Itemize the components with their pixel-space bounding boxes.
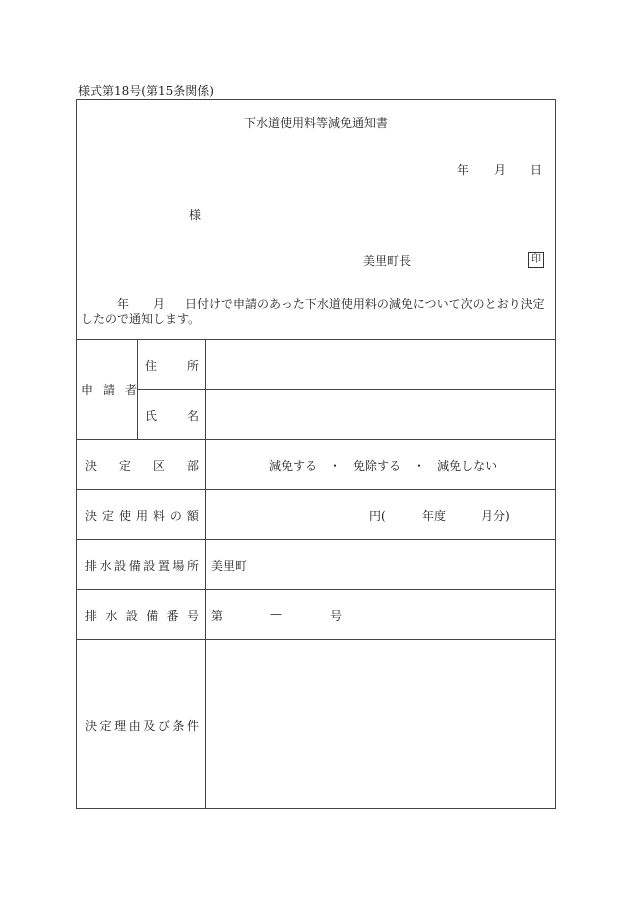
rule-number-top: [77, 589, 555, 590]
drainage-number-prefix: 第: [211, 609, 224, 623]
body-year-label: 年: [117, 297, 130, 311]
fee-fiscal-year-label: 年度: [422, 509, 447, 523]
option-separator: ・: [329, 459, 342, 473]
body-text: 日付けで申請のあった下水道使用料の減免について次のとおり決定したので通知します。: [81, 297, 545, 326]
fee-month-label: 月分): [481, 509, 510, 523]
date-month-label: 月: [494, 163, 507, 177]
drainage-number-dash: —: [270, 607, 282, 621]
notice-body: [81, 297, 551, 327]
address-label: 住 所: [145, 359, 199, 373]
rule-fee-top: [77, 489, 555, 490]
seal-mark: 印: [528, 252, 544, 268]
drainage-number-suffix: 号: [330, 609, 343, 623]
form-number: 様式第18号(第15条関係): [78, 84, 214, 98]
date-day-label: 日: [530, 163, 543, 177]
date-year-label: 年: [457, 163, 470, 177]
form-title: 下水道使用料等減免通知書: [243, 116, 388, 130]
reason-label: 決 定 理 由 及 び 条 件: [85, 719, 199, 733]
decided-fee-label: 決 定 使 用 料 の 額: [85, 509, 199, 523]
drainage-number-label: 排 水 設 備 番 号: [85, 609, 199, 623]
drainage-location-value: 美里町: [211, 559, 248, 573]
issuer-name: 美里町長: [363, 254, 412, 268]
rule-label-divider: [205, 339, 206, 809]
option-no-reduction: 減免しない: [437, 459, 498, 473]
body-month-label: 月: [153, 297, 166, 311]
option-exempt: 免除する: [353, 459, 402, 473]
rule-applicant-mid: [137, 389, 555, 390]
name-label: 氏 名: [145, 409, 199, 423]
rule-category-top: [77, 439, 555, 440]
decision-category-label: 決 定 区 部: [85, 459, 199, 473]
rule-reason-top: [77, 639, 555, 640]
rule-applicant-top: [77, 339, 555, 340]
notice-form: [76, 99, 556, 809]
recipient-honorific: 様: [189, 208, 202, 222]
rule-applicant-divider: [137, 339, 138, 439]
option-separator: ・: [413, 459, 426, 473]
option-reduce: 減免する: [269, 459, 318, 473]
drainage-location-label: 排 水 設 備 設 置 場 所: [85, 559, 199, 573]
rule-location-top: [77, 539, 555, 540]
decision-options: [269, 457, 497, 474]
fee-yen-label: 円(: [369, 509, 386, 523]
applicant-label: 申 請 者: [81, 382, 137, 397]
